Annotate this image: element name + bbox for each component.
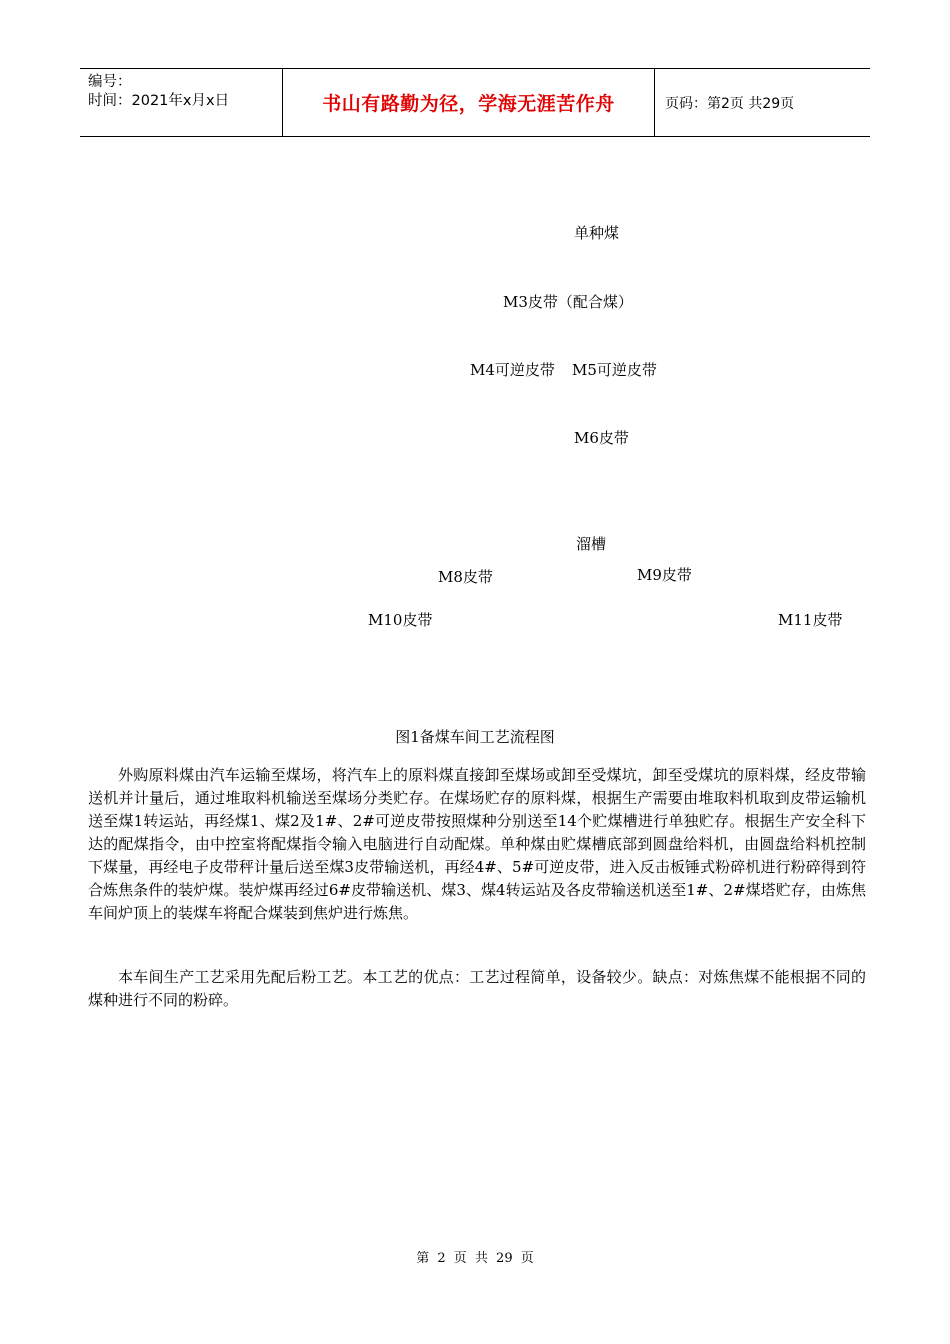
- flow-node-single-coal: 单种煤: [574, 224, 620, 242]
- figure-caption: 图1备煤车间工艺流程图: [395, 728, 555, 746]
- flow-node-m11-belt: M11皮带: [778, 611, 843, 629]
- header-page-info: 页码：第2页 共29页: [665, 95, 795, 112]
- flow-node-m8-belt: M8皮带: [438, 568, 493, 586]
- flow-node-chute: 溜槽: [576, 535, 607, 553]
- body-paragraph: 外购原料煤由汽车运输至煤场，将汽车上的原料煤直接卸至煤场或卸至受煤坑，卸至受煤坑的原料煤，经皮带输送机并计量后，通过堆取料机输送至煤场分类贮存。在煤场贮存的原料煤，根据生产需要由堆取料机取到皮带运输机送至煤1转运站，再经煤1、煤2及1#、2#可逆皮带按照煤种分别送至14个贮煤槽进行单独贮存。根据生产安全科下达的配煤指令，由中控室将配煤指令输入电脑进行自动配煤。单种煤由贮煤槽底部到圆盘给料机，由圆盘给料机控制下煤量，再经电子皮带秤计量后送至煤3皮带输送机，再经4#、5#可逆皮带，进入反击板锤式粉碎机进行粉碎得到符合炼焦条件的装炉煤。装炉煤再经过6#皮带输送机、煤3、煤4转运站及各皮带输送机送至1#、2#煤塔贮存，由炼焦车间炉顶上的装煤车将配合煤装到焦炉进行炼焦。: [88, 766, 866, 922]
- flow-node-m10-belt: M10皮带: [368, 611, 433, 629]
- flow-node-m4-belt: M4可逆皮带: [470, 361, 555, 379]
- flow-node-m6-belt: M6皮带: [574, 429, 629, 447]
- flow-node-m9-belt: M9皮带: [637, 566, 692, 584]
- body-paragraph: 本车间生产工艺采用先配后粉工艺。本工艺的优点：工艺过程简单，设备较少。缺点：对炼焦煤不能根据不同的煤种进行不同的粉碎。: [88, 968, 866, 1009]
- flow-node-m5-belt: M5可逆皮带: [572, 361, 657, 379]
- time-label: 时间：2021年x月x日: [88, 93, 230, 109]
- flow-node-m3-belt: M3皮带（配合煤）: [503, 293, 633, 311]
- page-header: [80, 68, 870, 137]
- header-meta: [80, 69, 282, 136]
- serial-label: 编号：: [88, 74, 132, 90]
- header-motto: 书山有路勤为径，学海无涯苦作舟: [282, 69, 655, 136]
- page-footer: 第 2 页 共 29 页: [416, 1251, 534, 1266]
